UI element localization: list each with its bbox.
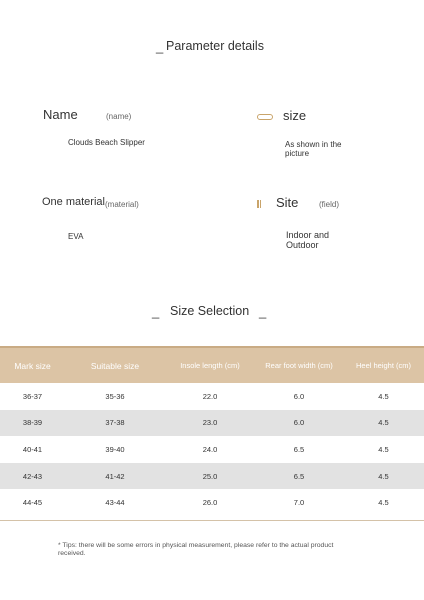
- tips-note: * Tips: there will be some errors in physical measurement, please refer to the actual product received.: [58, 542, 334, 557]
- table-cell: 44-45: [0, 489, 65, 516]
- table-cell: 4.5: [343, 463, 424, 490]
- name-value: Clouds Beach Slipper: [68, 138, 145, 147]
- column-header: Mark size: [0, 348, 65, 383]
- site-value: Indoor and Outdoor: [286, 230, 330, 250]
- table-header-row: [0, 348, 424, 383]
- heading-dash: _: [156, 39, 164, 54]
- site-label: Site: [276, 195, 299, 210]
- table-cell: 36-37: [0, 383, 65, 410]
- table-cell: 35-36: [65, 383, 165, 410]
- table-row: [0, 489, 424, 516]
- size-value: As shown in the picture: [285, 140, 342, 158]
- table-cell: 6.5: [255, 463, 343, 490]
- table-cell: 42-43: [0, 463, 65, 490]
- table-cell: 4.5: [343, 489, 424, 516]
- table-cell: 4.5: [343, 410, 424, 437]
- size-label: size: [283, 108, 307, 123]
- table-cell: 7.0: [255, 489, 343, 516]
- table-cell: 6.0: [255, 383, 343, 410]
- heading-dash: _: [259, 304, 267, 319]
- table-cell: 43-44: [65, 489, 165, 516]
- table-row: [0, 436, 424, 463]
- column-header: Insole length (cm): [165, 348, 255, 383]
- table-cell: 39-40: [65, 436, 165, 463]
- material-sub-label: (material): [105, 200, 139, 209]
- table-cell: 6.5: [255, 436, 343, 463]
- size-table-container: [0, 346, 424, 521]
- name-label: Name: [43, 107, 78, 122]
- table-cell: 22.0: [165, 383, 255, 410]
- bars-icon: [257, 200, 263, 208]
- table-row: [0, 383, 424, 410]
- table-cell: 25.0: [165, 463, 255, 490]
- table-cell: 23.0: [165, 410, 255, 437]
- size-table: [0, 348, 424, 516]
- material-label: One material: [42, 196, 105, 208]
- table-cell: 26.0: [165, 489, 255, 516]
- material-value: EVA: [68, 232, 84, 241]
- table-cell: 40-41: [0, 436, 65, 463]
- table-row: [0, 410, 424, 437]
- size-selection-title: Size Selection: [170, 304, 250, 318]
- heading-dash: _: [152, 304, 160, 319]
- table-cell: 4.5: [343, 436, 424, 463]
- column-header: Rear foot width (cm): [255, 348, 343, 383]
- site-sub-label: (field): [319, 200, 340, 209]
- column-header: Suitable size: [65, 348, 165, 383]
- table-row: [0, 463, 424, 490]
- name-sub-label: (name): [106, 112, 132, 121]
- table-cell: 6.0: [255, 410, 343, 437]
- column-header: Heel height (cm): [343, 348, 424, 383]
- table-cell: 4.5: [343, 383, 424, 410]
- table-cell: 38-39: [0, 410, 65, 437]
- parameter-details-title: Parameter details: [166, 39, 264, 53]
- pill-icon: [257, 114, 273, 120]
- table-cell: 41-42: [65, 463, 165, 490]
- table-cell: 37-38: [65, 410, 165, 437]
- table-cell: 24.0: [165, 436, 255, 463]
